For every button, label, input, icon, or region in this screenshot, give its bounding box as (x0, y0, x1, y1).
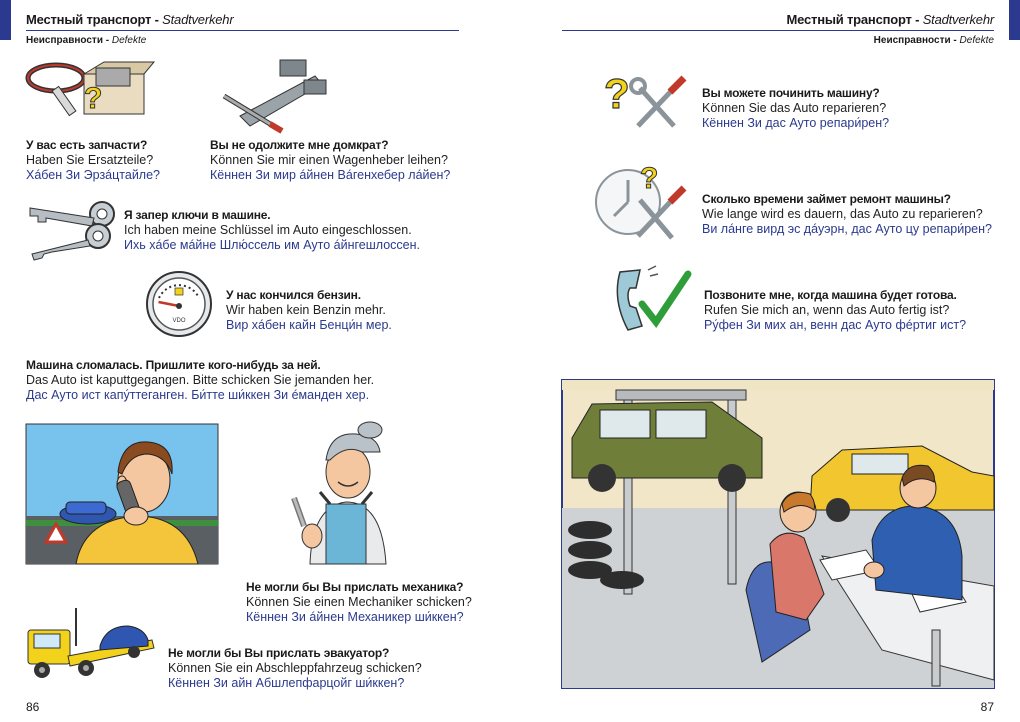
phrase-ru: У вас есть запчасти? (26, 138, 148, 152)
phrase-ru: Позвоните мне, когда машина будет готова. (704, 288, 957, 302)
spare-parts-icon (24, 56, 154, 126)
gauge-label: VDO (172, 318, 186, 324)
left-header-rule (26, 30, 459, 31)
phrase-transliteration: Кённен Зи áйнен Механикер ши́ккен? (246, 610, 464, 624)
phone-call-picture (26, 424, 218, 564)
phrase-ru: Сколько времени займет ремонт машины? (702, 192, 951, 206)
phrase-de: Wir haben kein Benzin mehr. (226, 303, 386, 317)
right-page-number: 87 (980, 700, 994, 714)
phrase-ru: Машина сломалась. Пришлите кого-нибудь за ней. (26, 358, 321, 372)
jack-icon (220, 56, 330, 132)
phrase-transliteration: Вир хáбен кайн Бенци́н мер. (226, 318, 392, 332)
svg-text:?: ? (604, 70, 630, 117)
svg-text:?: ? (640, 162, 659, 195)
left-page-number: 86 (26, 700, 40, 714)
right-corner-tab (1009, 0, 1020, 40)
phrase-transliteration: Кённен Зи мир áйнен Вáгенхебер лáйен? (210, 168, 451, 182)
right-header-subtitle: Неисправности - Defekte (873, 35, 994, 46)
phrase-tow-truck (168, 646, 422, 691)
phrase-ru: Вы не одолжите мне домкрат? (210, 138, 389, 152)
phrase-transliteration: Кённен Зи дас Ауто репари́рен? (702, 116, 890, 130)
phrase-de: Können Sie ein Abschleppfahrzeug schicken? (168, 661, 422, 675)
svg-text:?: ? (84, 82, 103, 115)
tow-truck-icon (24, 606, 158, 684)
phrase-keys (124, 208, 420, 253)
phrase-ru: У нас кончился бензин. (226, 288, 361, 302)
phrase-de: Können Sie das Auto reparieren? (702, 101, 887, 115)
phrase-de: Haben Sie Ersatzteile? (26, 153, 154, 167)
phrase-transliteration: Ихь хáбе мáйне Шлю́ссель им Ауто áйнгешлоссен. (124, 238, 420, 252)
phrase-mechanic (246, 580, 472, 625)
phrase-de: Können Sie einen Mechaniker schicken? (246, 595, 472, 609)
keys-icon (24, 196, 119, 262)
phrase-transliteration: Ру́фен Зи мих ан, венн дас Ауто фéртиг ист? (704, 318, 967, 332)
phrase-fuel (226, 288, 392, 333)
phrase-transliteration: Хáбен Зи Эрзáцтайле? (26, 168, 160, 182)
fuel-gauge-icon (144, 270, 214, 338)
phrase-repair-duration (702, 192, 992, 237)
phrase-de: Ich haben meine Schlüssel im Auto eingeschlossen. (124, 223, 412, 237)
right-header-title: Местный транспорт - Stadtverkehr (786, 12, 994, 27)
phrase-ru: Вы можете починить машину? (702, 86, 880, 100)
phrase-ru: Не могли бы Вы прислать механика? (246, 580, 464, 594)
wrench-tools-icon (604, 68, 688, 132)
phrase-de: Das Auto ist kaputtgegangen. Bitte schicken Sie jemanden her. (26, 373, 375, 387)
left-corner-tab (0, 0, 11, 40)
phrase-broken-down (26, 358, 374, 403)
mechanic-icon (290, 418, 400, 564)
phrase-jack (210, 138, 450, 183)
phrase-ru: Я запер ключи в машине. (124, 208, 271, 222)
phrase-transliteration: Кённен Зи айн Абшлепфарцойг ши́ккен? (168, 676, 405, 690)
phrase-call-when-ready (704, 288, 966, 333)
phrase-repair (702, 86, 889, 131)
phrase-transliteration: Ви лáнге вирд эс дáуэрн, дас Ауто цу репари́рен? (702, 222, 992, 236)
phrase-de: Wie lange wird es dauern, das Auto zu reparieren? (702, 207, 983, 221)
phrase-de: Rufen Sie mich an, wenn das Auto fertig ist? (704, 303, 950, 317)
phrase-transliteration: Дас Ауто ист капу́ттеганген. Би́тте ши́ккен Зи éманден хер. (26, 388, 370, 402)
phone-check-icon (612, 264, 692, 336)
phrase-spare-parts (26, 138, 160, 183)
garage-picture (562, 380, 994, 688)
left-header-title: Местный транспорт - Stadtverkehr (26, 12, 234, 27)
clock-tools-icon (594, 160, 688, 244)
left-header-subtitle: Неисправности - Defekte (26, 35, 147, 46)
right-header-rule (562, 30, 994, 31)
phrase-ru: Не могли бы Вы прислать эвакуатор? (168, 646, 390, 660)
phrase-de: Können Sie mir einen Wagenheber leihen? (210, 153, 448, 167)
